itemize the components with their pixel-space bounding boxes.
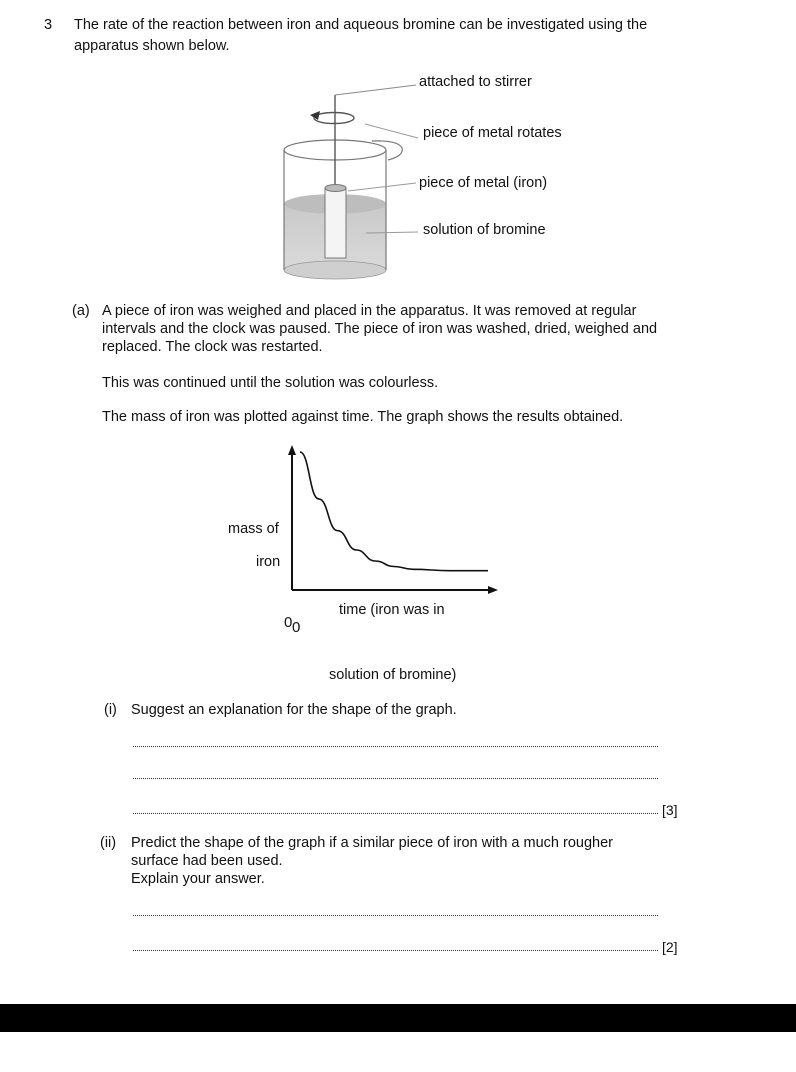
part-i-marks: [3] — [662, 802, 678, 818]
graph-xlabel-line2: solution of bromine) — [329, 667, 457, 683]
mass-time-graph — [0, 430, 796, 630]
rotation-arrowhead-icon — [310, 111, 320, 120]
leader-iron — [348, 183, 416, 191]
answer-line-ii-2[interactable] — [133, 950, 658, 951]
part-i-label: (i) — [104, 702, 117, 718]
leader-stirrer — [335, 85, 416, 95]
part-a-line1: A piece of iron was weighed and placed in the apparatus. It was removed at regular — [102, 303, 637, 319]
rotation-arrow — [314, 113, 354, 124]
part-ii-marks: [2] — [662, 939, 678, 955]
answer-line-i-1[interactable] — [133, 746, 658, 747]
label-piece-of-iron: piece of metal (iron) — [419, 175, 548, 191]
label-solution-of-bromine: solution of bromine — [423, 222, 546, 238]
answer-line-i-2[interactable] — [133, 778, 658, 779]
question-number: 3 — [44, 17, 53, 33]
part-a-label: (a) — [72, 303, 90, 319]
label-metal-rotates: piece of metal rotates — [423, 125, 562, 141]
part-a-line2: intervals and the clock was paused. The piece of iron was washed, dried, weighed and — [102, 321, 658, 337]
y-axis-arrowhead-icon — [288, 445, 296, 455]
beaker-base — [284, 261, 386, 279]
answer-line-i-3[interactable] — [133, 813, 658, 814]
question-intro-line1: The rate of the reaction between iron and aqueous bromine can be investigated using the — [74, 17, 648, 33]
part-ii-line2: surface had been used. — [131, 853, 283, 869]
answer-line-ii-1[interactable] — [133, 915, 658, 916]
iron-piece-top — [325, 185, 346, 192]
part-a-para2: This was continued until the solution was colourless. — [102, 375, 439, 391]
part-i-prompt: Suggest an explanation for the shape of the graph. — [131, 702, 457, 718]
part-ii-label: (ii) — [100, 835, 117, 851]
part-ii-line3: Explain your answer. — [131, 871, 265, 887]
bottom-bar — [0, 1004, 796, 1032]
mass-curve — [300, 452, 488, 571]
part-ii-line1: Predict the shape of the graph if a similar piece of iron with a much rougher — [131, 835, 613, 851]
graph-xlabel-line1: time (iron was in — [339, 602, 445, 618]
question-intro-line2: apparatus shown below. — [74, 38, 230, 54]
part-a-line3: replaced. The clock was restarted. — [102, 339, 323, 355]
graph-origin-label-upper: 0 — [284, 614, 293, 631]
graph-ylabel-line1: mass of — [228, 521, 279, 537]
leader-rotates — [365, 124, 418, 138]
label-attached-to-stirrer: attached to stirrer — [419, 74, 532, 90]
x-axis-arrowhead-icon — [488, 586, 498, 594]
iron-piece — [325, 188, 346, 258]
graph-origin-label-lower: 0 — [292, 619, 301, 636]
graph-ylabel-line2: iron — [256, 554, 281, 570]
apparatus-diagram — [0, 0, 796, 300]
part-a-para3: The mass of iron was plotted against time. The graph shows the results obtained. — [102, 409, 624, 425]
